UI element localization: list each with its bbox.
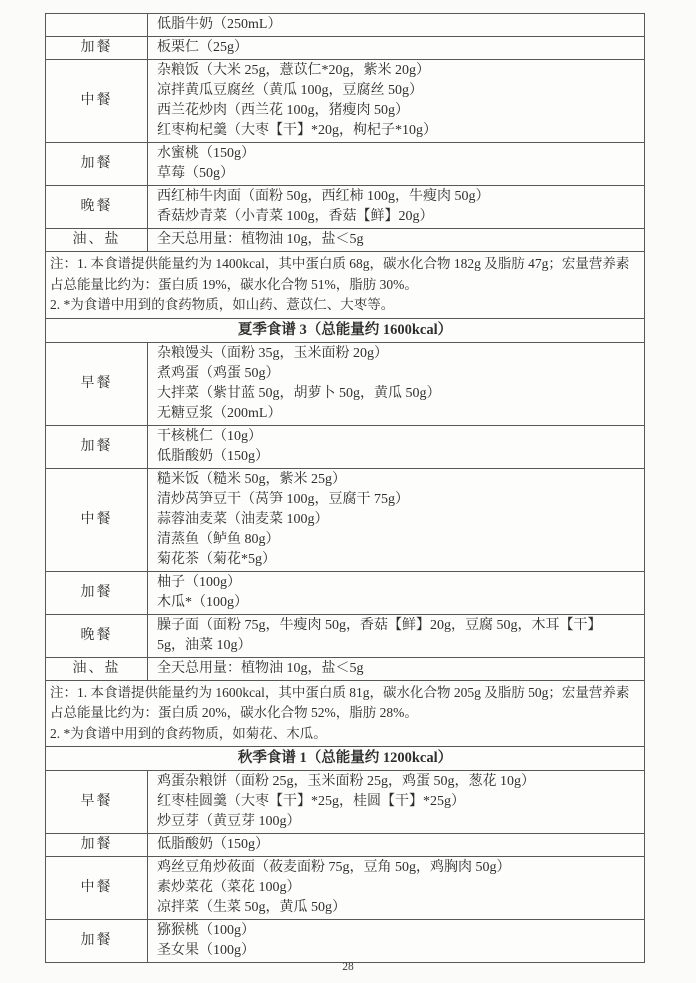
dish-item: 凉拌菜（生菜 50g，黄瓜 50g）	[157, 900, 346, 915]
dish-item: 杂粮馒头（面粉 35g，玉米面粉 20g）	[157, 345, 388, 361]
dish-item: 西兰花炒肉（西兰花 100g，猪瘦肉 50g）	[157, 103, 409, 118]
dish-item: 圣女果（100g）	[157, 943, 255, 958]
dish-item: 煮鸡蛋（鸡蛋 50g）	[157, 365, 280, 381]
meal-label: 中餐	[46, 468, 148, 571]
dish-item: 红枣枸杞羹（大枣【干】*20g，枸杞子*10g）	[157, 123, 437, 138]
note-paragraph: 注：1. 本食谱提供能量约为 1600kcal，其中蛋白质 81g，碳水化合物 205g 及脂肪 50g；宏量营养素占总能量比约为：蛋白质 20%，碳水化合物 52%，脂肪 28%。	[50, 684, 630, 720]
table-row	[46, 229, 645, 252]
dish-item: 柚子（100g）	[157, 574, 241, 590]
dish-item: 低脂酸奶（150g）	[157, 837, 269, 852]
section-title: 秋季食谱 1（总能量约 1200kcal）	[46, 747, 645, 771]
meal-label: 加餐	[46, 920, 148, 963]
table-row	[46, 657, 645, 680]
dish-item: 木瓜*（100g）	[157, 594, 248, 610]
meal-label: 加餐	[46, 37, 148, 60]
table-row	[46, 14, 645, 37]
dish-item: 低脂酸奶（150g）	[157, 448, 269, 464]
dish-item: 低脂牛奶（250mL）	[157, 17, 282, 32]
dish-item: 草莓（50g）	[157, 166, 234, 181]
dish-item: 蒜蓉油麦菜（油麦菜 100g）	[157, 511, 329, 527]
table-row	[46, 680, 645, 747]
meal-label: 加餐	[46, 425, 148, 468]
dish-item: 杂粮饭（大米 25g，薏苡仁*20g，紫米 20g）	[157, 63, 430, 78]
table-row	[46, 571, 645, 614]
meal-label: 中餐	[46, 857, 148, 920]
dish-item: 西红柿牛肉面（面粉 50g，西红柿 100g，牛瘦肉 50g）	[157, 189, 490, 204]
table-row	[46, 425, 645, 468]
dish-item: 清炒莴笋豆干（莴笋 100g，豆腐干 75g）	[157, 491, 409, 507]
table-row	[46, 920, 645, 963]
dish-item: 猕猴桃（100g）	[157, 923, 255, 938]
table-row	[46, 37, 645, 60]
dish-item: 炒豆芽（黄豆芽 100g）	[157, 814, 301, 829]
dish-item: 5g，油菜 10g）	[157, 637, 252, 653]
table-row	[46, 252, 645, 319]
meal-label: 油、盐	[46, 657, 148, 680]
note-text	[46, 680, 645, 747]
dish-item: 清蒸鱼（鲈鱼 80g）	[157, 531, 280, 547]
table-row	[46, 468, 645, 571]
table-row	[46, 857, 645, 920]
dish-item: 香菇炒青菜（小青菜 100g，香菇【鲜】20g）	[157, 209, 434, 224]
dish-item: 干核桃仁（10g）	[157, 428, 262, 444]
dish-item: 凉拌黄瓜豆腐丝（黄瓜 100g，豆腐丝 50g）	[157, 83, 423, 98]
dish-item: 全天总用量：植物油 10g，盐＜5g	[157, 660, 364, 676]
table-row	[46, 186, 645, 229]
note-paragraph: 2. *为食谱中用到的食药物质，如菊花、木瓜。	[50, 725, 327, 741]
dish-item: 红枣桂圆羹（大枣【干】*25g，桂圆【干】*25g）	[157, 794, 465, 809]
table-row	[46, 771, 645, 834]
meal-label	[46, 14, 148, 37]
page-number: 28	[342, 961, 354, 973]
meal-label: 油、盐	[46, 229, 148, 252]
dish-item: 全天总用量：植物油 10g，盐＜5g	[157, 232, 364, 247]
meal-label: 中餐	[46, 60, 148, 143]
table-row	[46, 143, 645, 186]
note-text	[46, 252, 645, 319]
table-row	[46, 747, 645, 771]
meal-plan-table	[45, 13, 645, 963]
dish-item: 鸡丝豆角炒莜面（莜麦面粉 75g，豆角 50g，鸡胸肉 50g）	[157, 860, 511, 875]
dish-item: 大拌菜（紫甘蓝 50g，胡萝卜 50g，黄瓜 50g）	[157, 385, 441, 401]
table-row	[46, 342, 645, 425]
table-row	[46, 60, 645, 143]
meal-label: 晚餐	[46, 614, 148, 657]
dish-item: 鸡蛋杂粮饼（面粉 25g，玉米面粉 25g，鸡蛋 50g，葱花 10g）	[157, 774, 535, 789]
table-row	[46, 318, 645, 342]
meal-label: 早餐	[46, 342, 148, 425]
section-title: 夏季食谱 3（总能量约 1600kcal）	[46, 318, 645, 342]
meal-label: 加餐	[46, 143, 148, 186]
dish-item: 无糖豆浆（200mL）	[157, 405, 282, 421]
dish-item: 糙米饭（糙米 50g，紫米 25g）	[157, 471, 346, 487]
dish-item: 水蜜桃（150g）	[157, 146, 255, 161]
meal-label: 早餐	[46, 771, 148, 834]
table-row	[46, 834, 645, 857]
meal-label: 晚餐	[46, 186, 148, 229]
meal-label: 加餐	[46, 571, 148, 614]
note-paragraph: 2. *为食谱中用到的食药物质，如山药、薏苡仁、大枣等。	[50, 297, 395, 312]
table-row	[46, 614, 645, 657]
dish-item: 素炒菜花（菜花 100g）	[157, 880, 301, 895]
dish-item: 菊花茶（菊花*5g）	[157, 551, 276, 567]
dish-item: 臊子面（面粉 75g，牛瘦肉 50g，香菇【鲜】20g，豆腐 50g，木耳【干】	[157, 617, 602, 633]
meal-label: 加餐	[46, 834, 148, 857]
note-paragraph: 注：1. 本食谱提供能量约为 1400kcal，其中蛋白质 68g，碳水化合物 182g 及脂肪 47g；宏量营养素占总能量比约为：蛋白质 19%，碳水化合物 51%，脂肪 30%。	[50, 256, 630, 292]
dish-item: 板栗仁（25g）	[157, 40, 248, 55]
